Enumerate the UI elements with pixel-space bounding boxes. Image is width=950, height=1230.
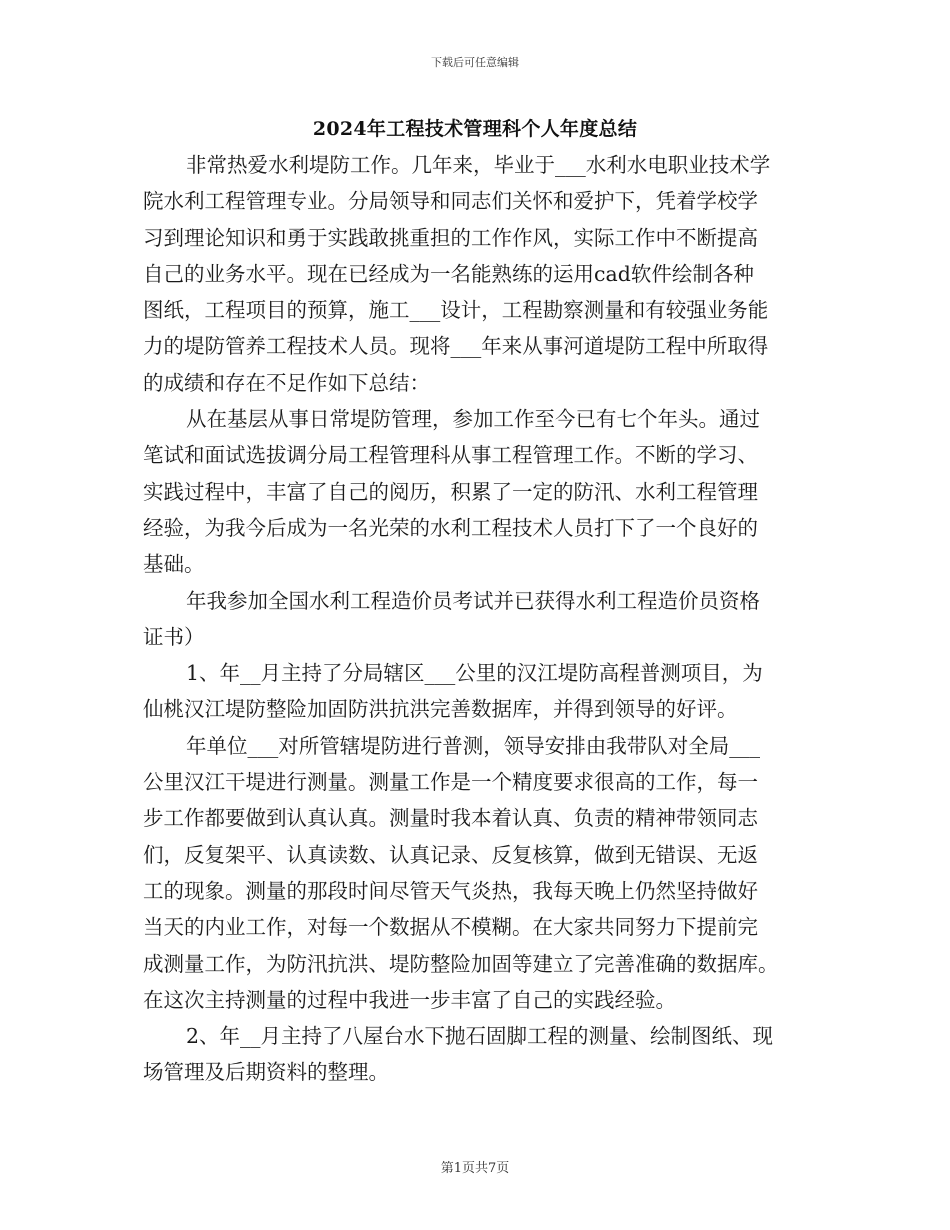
- paragraph-6: [143, 1018, 803, 1091]
- text-line: 2、年__月主持了八屋台水下抛石固脚工程的测量、绘制图纸、现: [186, 1024, 774, 1049]
- paragraph-1: [143, 147, 803, 401]
- text-line: 非常热爱水利堤防工作。几年来，毕业于___水利水电职业技术学: [186, 153, 771, 177]
- text-line: 成测量工作，为防汛抗洪、堤防整险加固等建立了完善准确的数据库。: [143, 951, 779, 976]
- paragraph-4: [143, 655, 803, 728]
- document-title: 2024年工程技术管理科个人年度总结: [312, 118, 638, 140]
- text-line: 证书）: [143, 624, 205, 649]
- text-line: 图纸，工程项目的预算，施工___设计，工程勘察测量和有较强业务能: [143, 298, 769, 323]
- paragraph-5: [143, 728, 803, 1018]
- text-line: 在这次主持测量的过程中我进一步丰富了自己的实践经验。: [143, 987, 676, 1012]
- text-line: 经验，为我今后成为一名光荣的水利工程技术人员打下了一个良好的: [143, 515, 758, 540]
- text-line: 年我参加全国水利工程造价员考试并已获得水利工程造价员资格: [186, 588, 760, 613]
- text-line: 实践过程中，丰富了自己的阅历，积累了一定的防汛、水利工程管理: [143, 479, 758, 504]
- text-line: 的成绩和存在不足作如下总结：: [143, 370, 430, 395]
- page-number: 第1页共7页: [440, 1161, 510, 1176]
- document-body: [143, 147, 803, 1091]
- text-line: 公里汉江干堤进行测量。测量工作是一个精度要求很高的工作，每一: [143, 770, 758, 795]
- text-line: 年单位___对所管辖堤防进行普测，领导安排由我带队对全局___: [186, 733, 760, 758]
- paragraph-3: [143, 583, 803, 656]
- text-line: 当天的内业工作，对每一个数据从不模糊。在大家共同努力下提前完: [143, 915, 758, 940]
- text-line: 场管理及后期资料的整理。: [143, 1060, 389, 1085]
- text-line: 基础。: [143, 552, 205, 577]
- text-line: 步工作都要做到认真认真。测量时我本着认真、负责的精神带领同志: [143, 806, 758, 831]
- text-line: 工的现象。测量的那段时间尽管天气炎热，我每天晚上仍然坚持做好: [143, 878, 758, 903]
- page-header-note: 下载后可任意编辑: [431, 56, 519, 69]
- text-line: 从在基层从事日常堤防管理，参加工作至今已有七个年头。通过: [186, 407, 760, 432]
- paragraph-2: [143, 401, 803, 582]
- text-line: 1、年__月主持了分局辖区___公里的汉江堤防高程普测项目，为: [186, 661, 763, 686]
- text-line: 仙桃汉江堤防整险加固防洪抗洪完善数据库，并得到领导的好评。: [143, 697, 738, 722]
- text-line: 力的堤防管养工程技术人员。现将___年来从事河道堤防工程中所取得: [143, 334, 769, 359]
- text-line: 们，反复架平、认真读数、认真记录、反复核算，做到无错误、无返: [143, 842, 758, 867]
- text-line: 院水利工程管理专业。分局领导和同志们关怀和爱护下，凭着学校学: [143, 189, 758, 214]
- text-line: 习到理论知识和勇于实践敢挑重担的工作作风，实际工作中不断提高: [143, 225, 758, 250]
- text-line: 自己的业务水平。现在已经成为一名能熟练的运用cad软件绘制各种: [143, 261, 754, 286]
- text-line: 笔试和面试选拔调分局工程管理科从事工程管理工作。不断的学习、: [143, 443, 758, 468]
